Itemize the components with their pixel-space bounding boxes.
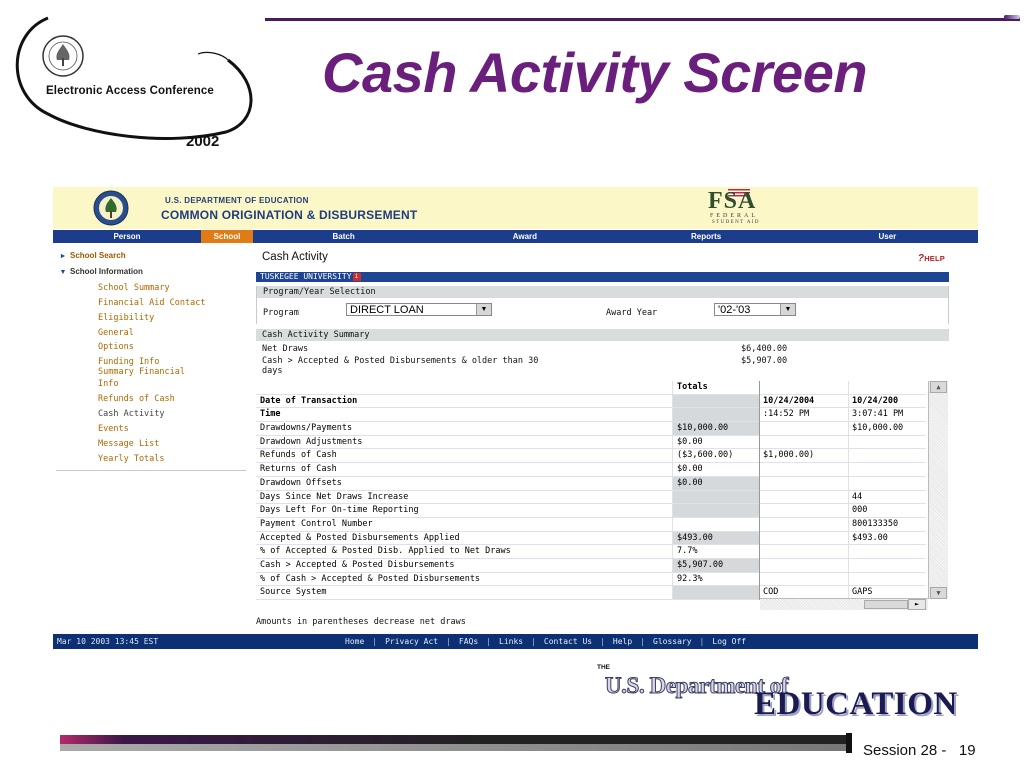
footer-separator: |	[372, 637, 378, 646]
summary-heading: Cash Activity Summary	[256, 329, 949, 341]
tab-batch[interactable]: Batch	[332, 232, 355, 241]
top-rule-cap	[1004, 15, 1020, 19]
grid-cell-transaction-2	[849, 559, 926, 573]
grid-cell-transaction-1	[760, 559, 848, 573]
sidebar-item-funding-info[interactable]: Funding Info	[98, 357, 160, 368]
grid-row-label: Accepted & Posted Disbursements Applied	[256, 532, 672, 546]
footer-separator: |	[531, 637, 536, 646]
grid-cell-transaction-2	[849, 436, 926, 450]
department-seal-icon	[41, 34, 85, 78]
grid-cell-transaction-2	[849, 545, 926, 559]
sidebar-item-eligibility[interactable]: Eligibility	[98, 312, 155, 323]
grid-cell-transaction-1	[760, 504, 848, 518]
grid-cell-total: $493.00	[673, 532, 759, 546]
sidebar-item-options[interactable]: Options	[98, 342, 134, 353]
grid-row-label: Payment Control Number	[256, 518, 672, 532]
grid-cell-transaction-1: 10/24/2004	[760, 395, 848, 409]
school-sidebar	[56, 249, 246, 471]
grid-cell-total: 92.3%	[673, 573, 759, 587]
grid-cell-total	[673, 395, 759, 409]
grid-cell-transaction-1: :14:52 PM	[760, 408, 848, 422]
tab-user[interactable]: User	[878, 232, 897, 241]
education-seal-icon	[93, 190, 129, 226]
grid-cell-transaction-1: COD	[760, 586, 848, 600]
grid-cell-transaction-2: 3:07:41 PM	[849, 408, 926, 422]
department-name: U.S. DEPARTMENT OF EDUCATION	[165, 196, 309, 205]
footer-separator: |	[699, 637, 705, 646]
grid-cell-transaction-2	[849, 477, 926, 491]
page-title: Cash Activity	[262, 251, 328, 263]
sidebar-school-search[interactable]: ► School Search	[56, 249, 246, 265]
grid-row-label: Days Since Net Draws Increase	[256, 491, 672, 505]
program-year-section	[256, 286, 949, 324]
us-dept-education-logo	[597, 664, 997, 724]
grid-row-label: Returns of Cash	[256, 463, 672, 477]
net-draws-label: Net Draws	[262, 344, 309, 354]
grid-cell-transaction-1	[760, 436, 848, 450]
grid-cell-total: $0.00	[673, 477, 759, 491]
grid-cell-transaction-1	[760, 573, 848, 587]
program-label: Program	[263, 308, 299, 318]
grid-row-label: Date of Transaction	[256, 395, 672, 409]
conference-logo	[8, 14, 256, 148]
grid-transaction-column-2	[849, 381, 926, 600]
grid-totals-column	[672, 381, 760, 600]
cash-activity-summary	[256, 329, 949, 379]
conference-year: 2002	[186, 133, 220, 150]
scroll-thumb[interactable]	[864, 600, 908, 609]
footer-separator: |	[446, 637, 451, 646]
session-label: Session 28 -	[863, 742, 947, 759]
totals-header: Totals	[673, 381, 759, 395]
grid-row-label: % of Accepted & Posted Disb. Applied to Net Draws	[256, 545, 672, 559]
grid-cell-transaction-2	[849, 463, 926, 477]
grid-cell-transaction-1	[760, 477, 848, 491]
ed-logo-the: THE	[597, 664, 610, 671]
grid-cell-total	[673, 586, 759, 600]
sidebar-item-message-list[interactable]: Message List	[98, 438, 160, 449]
cash-accepted-label-2: days	[262, 366, 283, 376]
grid-cell-transaction-2: $493.00	[849, 532, 926, 546]
sidebar-item-yearly-totals[interactable]: Yearly Totals	[98, 453, 165, 464]
grid-cell-total	[673, 408, 759, 422]
grid-row-label: Drawdown Offsets	[256, 477, 672, 491]
grid-row-label: % of Cash > Accepted & Posted Disbursements	[256, 573, 672, 587]
sidebar-item-school-summary[interactable]: School Summary	[98, 282, 170, 293]
collapsed-arrow-icon: ►	[59, 253, 67, 260]
grid-header-blank	[256, 381, 672, 395]
grid-cell-transaction-1	[760, 532, 848, 546]
footer-link-privacy-act[interactable]: Privacy Act	[385, 637, 439, 646]
grid-cell-transaction-1	[760, 545, 848, 559]
grid-cell-total	[673, 491, 759, 505]
program-year-heading: Program/Year Selection	[257, 286, 948, 298]
bottom-bar-cap	[846, 733, 852, 753]
grid-cell-total	[673, 518, 759, 532]
tab-award[interactable]: Award	[512, 232, 538, 241]
grid-cell-transaction-1	[760, 491, 848, 505]
scroll-right-icon[interactable]: ►	[908, 599, 926, 610]
footer-link-faqs[interactable]: FAQs	[458, 637, 479, 646]
parentheses-footnote: Amounts in parentheses decrease net draws	[256, 617, 466, 627]
help-link[interactable]: ?HELP	[917, 253, 945, 264]
sidebar-item-funding-info-3[interactable]: Info	[98, 379, 119, 390]
footer-separator: |	[640, 637, 646, 646]
footer-timestamp: Mar 10 2003 13:45 EST	[57, 637, 159, 646]
main-nav-tabs	[53, 230, 978, 243]
chevron-down-icon: ▼	[476, 304, 491, 315]
grid-cell-transaction-1	[760, 422, 848, 436]
tab-person[interactable]: Person	[113, 232, 141, 241]
grid-cell-transaction-2: GAPS	[849, 586, 926, 600]
slide-title: Cash Activity Screen	[322, 41, 868, 104]
footer-separator: |	[600, 637, 605, 646]
system-name: COMMON ORIGINATION & DISBURSEMENT	[161, 208, 418, 222]
footer-link-links[interactable]: Links	[499, 637, 524, 646]
fsa-logo	[708, 188, 788, 228]
school-name-bar	[256, 272, 949, 282]
grid-transaction-column-1	[760, 381, 849, 600]
grid-cell-transaction-2: 10/24/200	[849, 395, 926, 409]
fsa-letters: FSA	[708, 188, 757, 214]
bottom-decorative-bar	[60, 735, 850, 751]
grid-row-label: Source System	[256, 586, 672, 600]
grid-cell-total: $0.00	[673, 436, 759, 450]
grid-cell-total: $0.00	[673, 463, 759, 477]
page-number: 19	[958, 742, 976, 759]
footer-link-glossary[interactable]: Glossary	[653, 637, 692, 646]
grid-row-label: Refunds of Cash	[256, 449, 672, 463]
grid-label-column	[256, 381, 672, 600]
footer-link-home[interactable]: Home	[345, 637, 365, 646]
ed-logo-us-department: U.S. Department of	[605, 673, 789, 698]
grid-cell-transaction-2	[849, 449, 926, 463]
sidebar-item-general[interactable]: General	[98, 327, 134, 338]
fsa-student-aid: STUDENT AID	[712, 220, 760, 225]
grid-cell-total: $5,907.00	[673, 559, 759, 573]
grid-row-label: Time	[256, 408, 672, 422]
cod-application-window	[53, 187, 978, 649]
app-footer	[53, 634, 978, 649]
sidebar-item-funding-info-2[interactable]: Summary Financial	[98, 367, 185, 378]
top-decorative-rule	[265, 18, 1020, 21]
grid-cell-transaction-2: 800133350	[849, 518, 926, 532]
grid-cell-transaction-1	[760, 463, 848, 477]
grid-cell-total	[673, 504, 759, 518]
grid-row-label: Drawdowns/Payments	[256, 422, 672, 436]
school-name: TUSKEGEE UNIVERSITY	[260, 272, 352, 281]
grid-row-label: Drawdown Adjustments	[256, 436, 672, 450]
column-2-header-blank	[849, 381, 926, 395]
cash-activity-grid	[256, 381, 949, 611]
sidebar-school-information[interactable]: ▼ School Information	[56, 265, 246, 281]
grid-vertical-scrollbar[interactable]	[928, 381, 948, 599]
cash-accepted-value: $5,907.00	[741, 356, 788, 366]
footer-links	[345, 634, 746, 649]
help-icon: ?	[917, 253, 925, 264]
column-1-header-blank	[760, 381, 848, 395]
grid-cell-total: ($3,600.00)	[673, 449, 759, 463]
scroll-down-icon[interactable]: ▼	[930, 587, 947, 599]
ed-logo-education: EDUCATION	[754, 686, 958, 722]
cash-accepted-label: Cash > Accepted & Posted Disbursements & older than 30	[262, 356, 539, 366]
grid-row-label: Days Left For On-time Reporting	[256, 504, 672, 518]
sidebar-item-refunds-of-cash[interactable]: Refunds of Cash	[98, 394, 175, 405]
grid-cell-transaction-2: 44	[849, 491, 926, 505]
grid-cell-transaction-1: $1,000.00)	[760, 449, 848, 463]
award-year-select[interactable]: '02-'03 ▼	[714, 303, 796, 316]
grid-horizontal-scrollbar[interactable]	[760, 598, 928, 610]
app-header-banner	[53, 187, 978, 229]
footer-link-log-off[interactable]: Log Off	[712, 637, 747, 646]
grid-cell-transaction-2	[849, 573, 926, 587]
net-draws-value: $6,400.00	[741, 344, 788, 354]
grid-cell-transaction-2: $10,000.00	[849, 422, 926, 436]
session-footer	[863, 742, 976, 759]
school-info-icon[interactable]: i	[353, 273, 361, 281]
grid-cell-transaction-1	[760, 518, 848, 532]
grid-cell-transaction-2: 000	[849, 504, 926, 518]
program-select[interactable]: DIRECT LOAN ▼	[346, 303, 492, 316]
sidebar-item-events[interactable]: Events	[98, 424, 129, 435]
fsa-federal: FEDERAL	[710, 213, 758, 219]
award-year-label: Award Year	[606, 308, 658, 318]
tab-reports[interactable]: Reports	[691, 232, 722, 241]
chevron-down-icon: ▼	[780, 304, 795, 315]
grid-cell-total: 7.7%	[673, 545, 759, 559]
conference-title: Electronic Access Conference	[46, 85, 214, 97]
sidebar-divider	[56, 470, 246, 471]
tab-school[interactable]: School	[201, 230, 253, 243]
footer-link-contact-us[interactable]: Contact Us	[543, 637, 593, 646]
scroll-up-icon[interactable]: ▲	[930, 381, 947, 393]
sidebar-item-cash-activity[interactable]: Cash Activity	[98, 409, 165, 420]
grid-row-label: Cash > Accepted & Posted Disbursements	[256, 559, 672, 573]
footer-separator: |	[486, 637, 491, 646]
footer-link-help[interactable]: Help	[612, 637, 633, 646]
grid-cell-total: $10,000.00	[673, 422, 759, 436]
expanded-arrow-icon: ▼	[59, 268, 67, 276]
sidebar-item-financial-aid-contact[interactable]: Financial Aid Contact	[98, 297, 206, 308]
